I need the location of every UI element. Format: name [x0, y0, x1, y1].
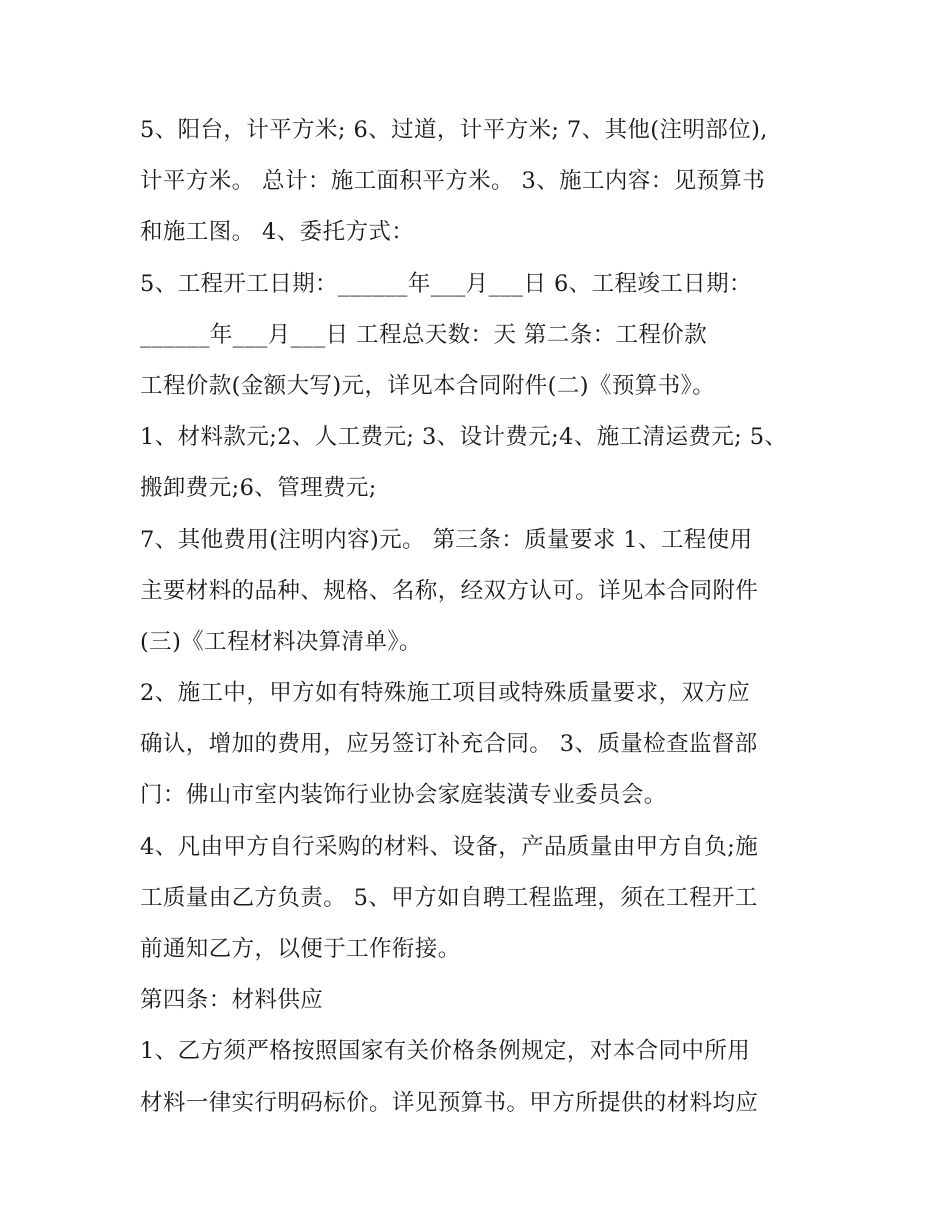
text-line: 门：佛山市室内装饰行业协会家庭装潢专业委员会。 — [140, 782, 667, 809]
text-line: 搬卸费元;6、管理费元; — [140, 475, 377, 502]
text-line: (三)《工程材料决算清单》。 — [140, 628, 422, 655]
text-line: 7、其他费用(注明内容)元。 第三条：质量要求 1、工程使用 — [140, 526, 753, 553]
text-line: ______年___月___日 工程总天数：天 第二条：工程价款 — [140, 321, 708, 348]
text-line: 主要材料的品种、规格、名称，经双方认可。详见本合同附件 — [140, 577, 759, 604]
contract-body-text — [140, 105, 820, 1129]
text-line: 1、材料款元;2、人工费元; 3、设计费元;4、施工清运费元; 5、 — [140, 424, 788, 451]
text-line: 工程价款(金额大写)元，详见本合同附件(二)《预算书》。 — [140, 372, 716, 399]
text-line: 确认，增加的费用，应另签订补充合同。 3、质量检查监督部 — [140, 731, 758, 758]
text-line: 4、凡由甲方自行采购的材料、设备，产品质量由甲方自负;施 — [140, 833, 759, 860]
text-line: 5、工程开工日期：______年___月___日 6、工程竣工日期： — [140, 270, 752, 297]
text-line: 计平方米。 总计：施工面积平方米。 3、施工内容：见预算书 — [140, 168, 766, 195]
text-line: 1、乙方须严格按照国家有关价格条例规定，对本合同中所用 — [140, 1038, 751, 1065]
text-line: 和施工图。 4、委托方式： — [140, 219, 415, 246]
text-line: 前通知乙方，以便于工作衔接。 — [140, 936, 461, 962]
section-heading: 第四条：材料供应 — [140, 987, 324, 1014]
text-line: 2、施工中，甲方如有特殊施工项目或特殊质量要求，双方应 — [140, 680, 751, 707]
text-line: 5、阳台，计平方米; 6、过道，计平方米; 7、其他(注明部位), — [140, 117, 768, 143]
text-line: 工质量由乙方负责。 5、甲方如自聘工程监理，须在工程开工 — [140, 884, 758, 911]
text-line: 材料一律实行明码标价。详见预算书。甲方所提供的材料均应 — [140, 1089, 759, 1116]
